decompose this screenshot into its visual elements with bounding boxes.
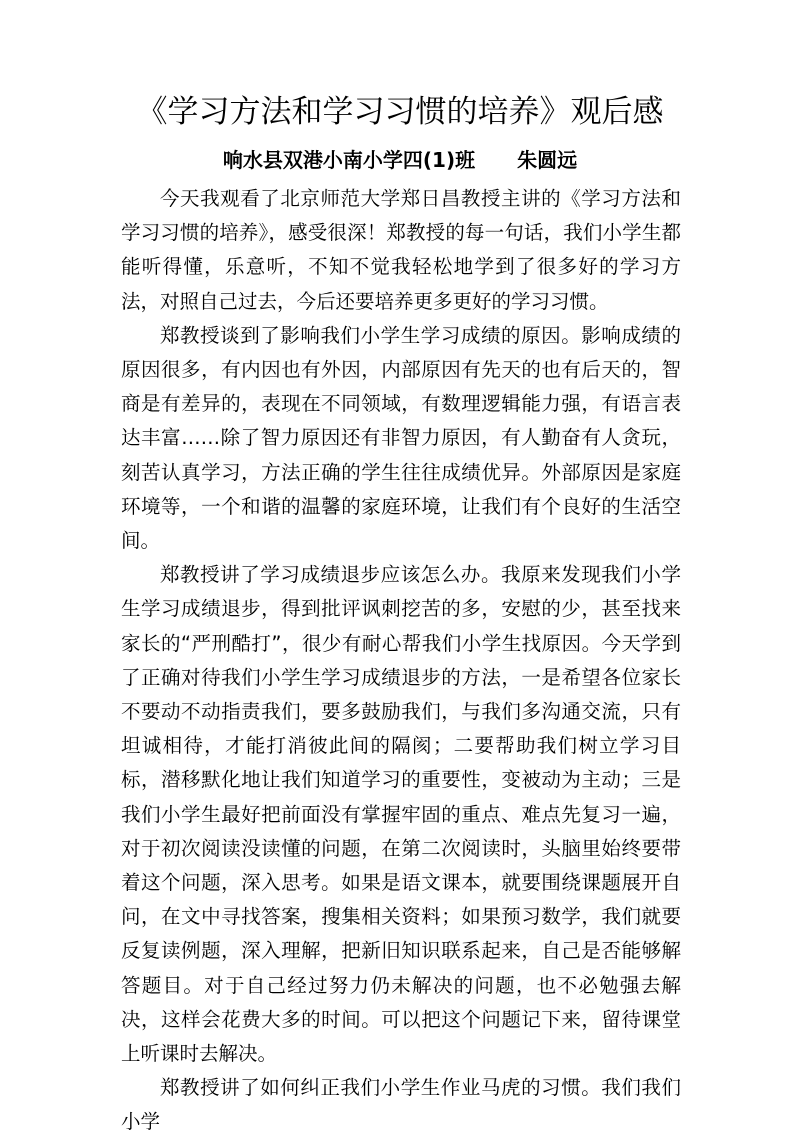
paragraph-3: 郑教授讲了学习成绩退步应该怎么办。我原来发现我们小学生学习成绩退步，得到批评讽刺挖苦的多，安慰的少，甚至找来家长的“严刑酷打”，很少有耐心帮我们小学生找原因。今天学到了正确对待我们小学生学习成绩退步的方法，一是希望各位家长不要动不动指责我们，要多鼓励我们，与我们多沟通交流，只有坦诚相待，才能打消彼此间的隔阂；二要帮助我们树立学习目标，潜移默化地让我们知道学习的重要性，变被动为主动；三是我们小学生最好把前面没有掌握牢固的重点、难点先复习一遍，对于初次阅读没读懂的问题，在第二次阅读时，头脑里始终要带着这个问题，深入思考。如果是语文课本，就要围绕课题展开自问，在文中寻找答案，搜集相关资料；如果预习数学，我们就要反复读例题，深入理解，把新旧知识联系起来，自己是否能够解答题目。对于自己经过努力仍未解决的问题，也不必勉强去解决，这样会花费大多的时间。可以把这个问题记下来，留待课堂上听课时去解决。 — [121, 563, 681, 1066]
document-body — [121, 182, 681, 1140]
paragraph-4: 郑教授讲了如何纠正我们小学生作业马虎的习惯。我们我们小学 — [121, 1076, 681, 1134]
paragraph-1: 今天我观看了北京师范大学郑日昌教授主讲的《学习方法和学习习惯的培养》，感受很深！郑教授的每一句话，我们小学生都能听得懂，乐意听，不知不觉我轻松地学到了很多好的学习方法，对照自己过去，今后还要培养更多更好的学习习惯。 — [121, 187, 681, 313]
document-title: 《学习方法和学习习惯的培养》观后感 — [136, 94, 664, 130]
author-name: 朱圆远 — [517, 148, 578, 172]
paragraph-2: 郑教授谈到了影响我们小学生学习成绩的原因。影响成绩的原因很多，有内因也有外因，内部原因有先天的也有后天的，智商是有差异的，表现在不同领域，有数理逻辑能力强，有语言表达丰富……除了智力原因还有非智力原因，有人勤奋有人贪玩，刻苦认真学习，方法正确的学生往往成绩优异。外部原因是家庭环境等，一个和谐的温馨的家庭环境，让我们有个良好的生活空间。 — [121, 323, 681, 553]
author-school: 响水县双港小南小学四(1)班 — [222, 148, 476, 172]
author-line — [0, 146, 800, 174]
